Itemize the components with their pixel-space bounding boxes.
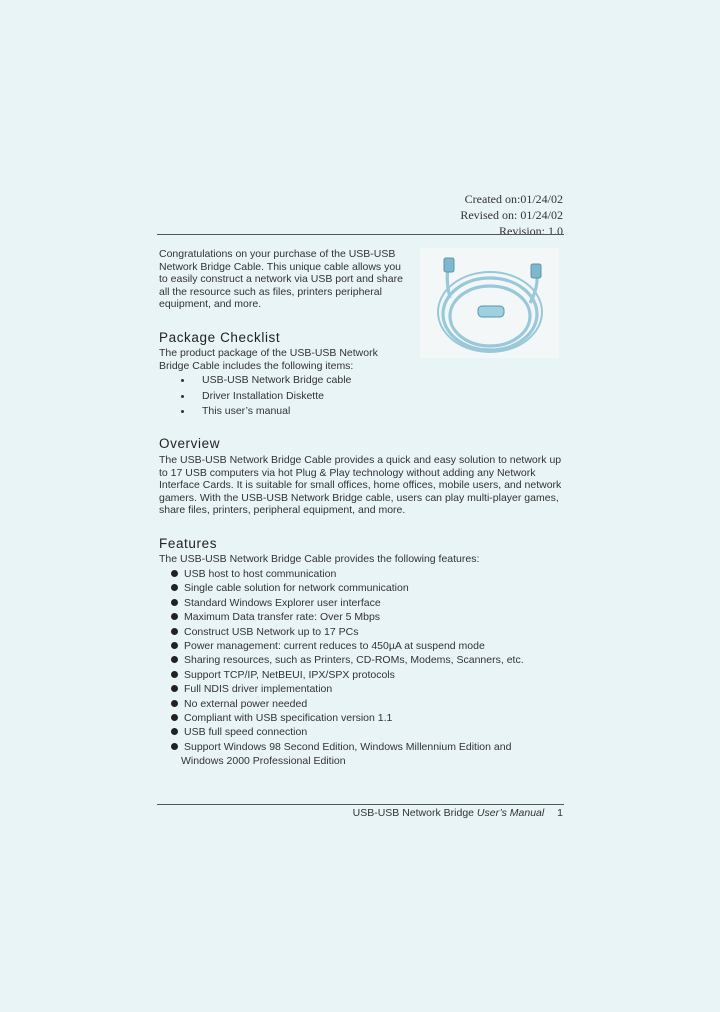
feature-item: USB host to host communication <box>171 567 524 581</box>
bullet-icon <box>181 379 184 382</box>
feature-item: No external power needed <box>171 697 524 711</box>
bullet-icon <box>171 656 178 663</box>
feature-item: Power management: current reduces to 450µA at suspend mode <box>171 639 524 653</box>
revision-block <box>460 191 563 239</box>
feature-item: Construct USB Network up to 17 PCs <box>171 625 524 639</box>
revision-number: Revision: 1.0 <box>498 224 563 238</box>
feature-item: Full NDIS driver implementation <box>171 682 524 696</box>
feature-item: USB full speed connection <box>171 725 524 739</box>
package-checklist-intro: The product package of the USB-USB Network Bridge Cable includes the following items: <box>159 347 378 372</box>
bullet-icon <box>171 599 178 606</box>
package-checklist-list <box>181 373 351 420</box>
bullet-icon <box>171 642 178 649</box>
footer-doc-title: User’s Manual <box>476 807 545 819</box>
checklist-item: This user’s manual <box>181 404 351 420</box>
bullet-icon <box>171 714 178 721</box>
footer-divider <box>157 804 564 805</box>
feature-item: Single cable solution for network communication <box>171 581 524 595</box>
checklist-item: Driver Installation Diskette <box>181 389 351 405</box>
overview-paragraph: The USB-USB Network Bridge Cable provides a quick and easy solution to network up to 17 USB computers via hot Plug & Play technology without adding any Network Interface Cards. It is suitable for small offices, home offices, mobile users, and network gamers. With the USB-USB Network Bridge cable, users can play multi-player games, share files, printers, peripheral equipment, and more. <box>159 454 562 517</box>
bullet-icon <box>171 671 178 678</box>
footer-product: USB-USB Network Bridge <box>352 807 474 819</box>
page-footer <box>353 807 563 819</box>
revised-date: Revised on: 01/24/02 <box>460 208 563 222</box>
feature-item: Sharing resources, such as Printers, CD-ROMs, Modems, Scanners, etc. <box>171 653 524 667</box>
bullet-icon <box>171 743 178 750</box>
page-number: 1 <box>557 807 563 819</box>
feature-item: Maximum Data transfer rate: Over 5 Mbps <box>171 610 524 624</box>
bullet-icon <box>171 685 178 692</box>
bullet-icon <box>181 395 184 398</box>
bullet-icon <box>171 628 178 635</box>
package-checklist-heading: Package Checklist <box>159 330 281 345</box>
created-date: Created on:01/24/02 <box>464 192 563 206</box>
intro-paragraph: Congratulations on your purchase of the USB-USB Network Bridge Cable. This unique cable allows you to easily construct a network via USB port and share all the resource such as files, printers peripheral equipment, and more. <box>159 248 403 311</box>
bullet-icon <box>171 584 178 591</box>
features-intro: The USB-USB Network Bridge Cable provides the following features: <box>159 553 480 565</box>
usb-cable-image <box>420 248 559 358</box>
features-heading: Features <box>159 536 218 551</box>
overview-heading: Overview <box>159 436 221 451</box>
cable-photo <box>420 248 559 358</box>
checklist-item: USB-USB Network Bridge cable <box>181 373 351 389</box>
feature-item: Support TCP/IP, NetBEUI, IPX/SPX protocols <box>171 668 524 682</box>
bullet-icon <box>171 728 178 735</box>
bullet-icon <box>171 700 178 707</box>
bullet-icon <box>171 570 178 577</box>
feature-item: Compliant with USB specification version 1.1 <box>171 711 524 725</box>
bullet-icon <box>171 613 178 620</box>
top-divider <box>157 234 564 235</box>
feature-item: Support Windows 98 Second Edition, Windows Millennium Edition and Windows 2000 Professional Edition <box>171 740 524 769</box>
features-list <box>171 567 524 769</box>
feature-item: Standard Windows Explorer user interface <box>171 596 524 610</box>
bullet-icon <box>181 410 184 413</box>
